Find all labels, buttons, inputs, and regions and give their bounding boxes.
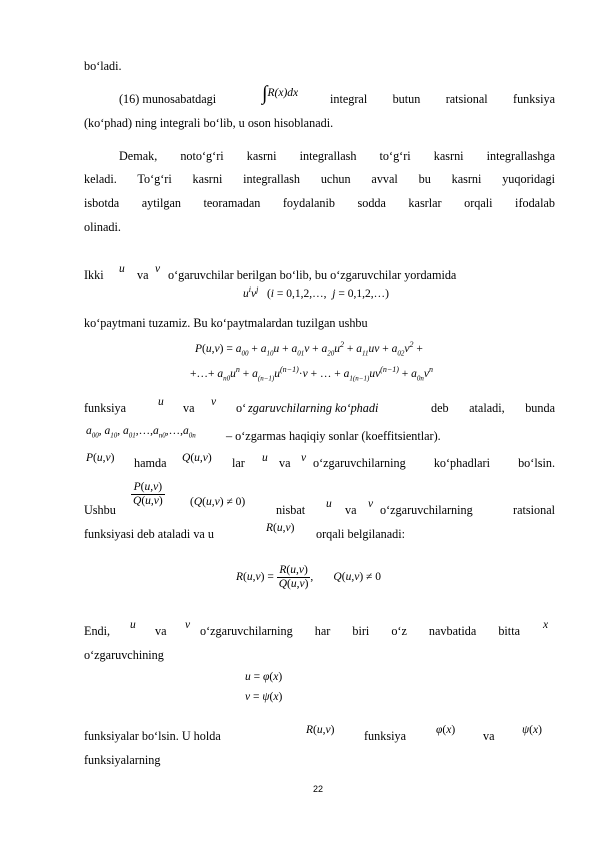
text-line: o‘garuvchilar berilgan bo‘lib, bu o‘zgaruvchilar yordamida	[168, 268, 457, 282]
text-line: va	[279, 456, 291, 470]
text-line: va	[155, 624, 167, 638]
var-u: u	[130, 619, 136, 631]
var-u: u	[326, 498, 332, 510]
text-line: – o‘zgarmas haqiqiy sonlar (koeffitsientlar).	[226, 429, 441, 443]
text-line: nisbat	[276, 503, 306, 517]
text-line: Demak, noto‘g‘ri kasrni integrallash to‘g‘ri kasrni integrallashga	[119, 149, 555, 163]
text-line: va	[183, 401, 195, 415]
text-line: o‘	[236, 401, 247, 415]
text-line: funksiyasi deb ataladi va u	[84, 527, 214, 541]
text-line: (16) munosabatdagi	[119, 92, 217, 106]
text-line: funksiyalar bo‘lsin. U holda	[84, 729, 221, 743]
page-number: 22	[313, 784, 324, 794]
var-v: v	[368, 498, 374, 510]
text-line: Ikki	[84, 268, 104, 282]
text-line: Endi,	[84, 624, 111, 638]
polynomial-formula-line1: $P(u,v) = a_{00} + a_{10}u + a_{01}v + a_{20}u^2 + a_{11}uv + a_{02}v^2$ +	[195, 340, 423, 358]
text-line: o‘zgaruvchilarning ko‘phadlari bo‘lsin.	[313, 456, 555, 470]
text-line: (ko‘phad) ning integrali bo‘lib, u oson hisoblanadi.	[84, 116, 334, 130]
integral-formula: ∫R(x)dx	[262, 82, 299, 105]
var-u: u	[158, 396, 164, 408]
rational-definition-formula: R(u,v) = $\frac{R(u,v)}{Q(u,v)}$ , Q(u,v) ≠ 0	[236, 564, 381, 590]
var-x: x	[543, 619, 549, 631]
text-line: ko‘paytmani tuzamiz. Bu ko‘paytmalardan tuzilgan ushbu	[84, 316, 368, 330]
rational-R: R(u,v)	[266, 522, 295, 534]
text-line: keladi. To‘g‘ri kasrni integrallash uchun avval bu kasrni yuqoridagi	[84, 172, 555, 186]
text-line: va	[137, 268, 149, 282]
rational-R: R(u,v)	[306, 724, 335, 736]
text-line: va	[483, 729, 495, 743]
var-v: v	[301, 452, 307, 464]
text-line: zgaruvchilarning ko‘phadi	[248, 401, 379, 415]
text-line: olinadi.	[84, 220, 121, 234]
var-u: u	[262, 452, 268, 464]
text-line: bo‘ladi.	[84, 59, 122, 73]
text-line: o‘zgaruvchilarning ratsional	[380, 503, 555, 517]
poly-Q: Q(u,v)	[182, 452, 212, 464]
coefficients-formula: $a_{00}$, $a_{10}$, $a_{01},\dots,a_{n0},\dots,a_{0n}$	[86, 425, 196, 440]
text-line: funksiyalarning	[84, 753, 161, 767]
polynomial-formula-line2: +…+ $a_{n0}u^n + a_{(n-1)}u^{(n-1)}\cdot v$ + … + $a_{1(n-1)}uv^{(n-1)} + a_{0n}v^n$	[190, 365, 434, 383]
text-line: va	[345, 503, 357, 517]
text-line: Ushbu	[84, 503, 116, 517]
func-psi: ψ(x)	[522, 724, 542, 736]
var-u: u	[119, 263, 125, 275]
func-phi: φ(x)	[436, 724, 456, 736]
product-formula: $u^iv^j$ (i = 0,1,2,…, j = 0,1,2,…)	[243, 285, 389, 300]
substitution-v: v = ψ(x)	[245, 691, 283, 703]
text-line: orqali belgilanadi:	[316, 527, 406, 541]
text-line: o‘zgaruvchilarning har biri o‘z navbatida bitta	[200, 624, 520, 638]
var-v: v	[155, 263, 161, 275]
text-line: deb ataladi, bunda	[431, 401, 555, 415]
substitution-u: u = φ(x)	[245, 671, 283, 683]
ratio-formula: $\frac{P(u,v)}{Q(u,v)}$	[133, 481, 163, 507]
text-line: funksiya	[364, 729, 406, 743]
var-v: v	[211, 396, 217, 408]
text-line: isbotda aytilgan teoramadan foydalanib sodda kasrlar orqali ifodalab	[84, 196, 555, 210]
var-v: v	[185, 619, 191, 631]
nonzero-condition: (Q(u,v) ≠ 0)	[190, 496, 246, 508]
poly-P: P(u,v)	[86, 452, 115, 464]
text-line: lar	[232, 456, 245, 470]
text-line: o‘zgaruvchining	[84, 648, 164, 662]
text-line: integral butun ratsional funksiya	[330, 92, 555, 106]
text-line: funksiya	[84, 401, 126, 415]
text-line: hamda	[134, 456, 167, 470]
